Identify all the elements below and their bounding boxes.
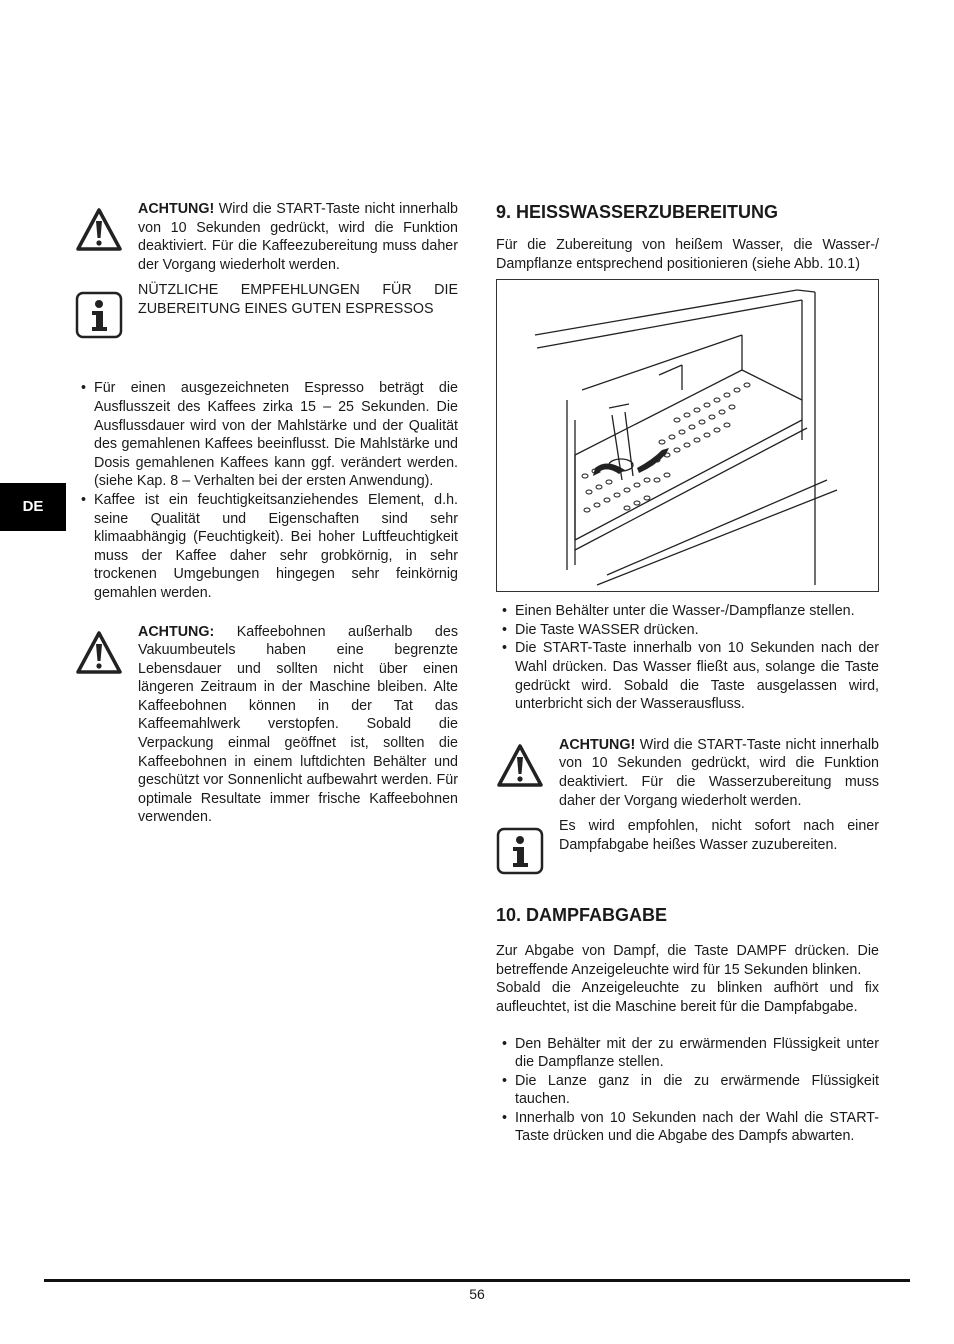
warning-title: ACHTUNG! bbox=[138, 201, 215, 217]
info-icon bbox=[496, 827, 544, 875]
section-heading: 10. DAMPFABGABE bbox=[496, 905, 668, 926]
info-icon bbox=[75, 291, 123, 339]
warning-title: ACHTUNG! bbox=[559, 736, 636, 753]
list-item: • Für einen ausgezeichneten Espresso beträgt die Ausflusszeit des Kaffees zirka 15 – 25 Sekunden. Die Ausflussdauer wird von der Mahlstärke und der Qualität des gemahlenen Kaffees beeinflusst. Die Mahlstärke und Dosis gemahlenen Kaffees kann ggf. verändert werden. (siehe Kap. 8 – Verhalten bei der ersten Anwendung). bbox=[75, 379, 458, 491]
hot-water-steps bbox=[496, 602, 879, 714]
warning-text bbox=[559, 736, 879, 810]
list-item: • Einen Behälter unter die Wasser-/Dampflanze stellen. bbox=[496, 602, 879, 621]
page-number: 56 bbox=[469, 1286, 485, 1302]
steam-steps bbox=[496, 1035, 879, 1147]
warning-body: Wird die START-Taste nicht innerhalb von 10 Sekunden gedrückt, wird die Funktion deaktiviert. Für die Wasserzubereitung muss daher der Vorgang wiederholt werden. bbox=[559, 736, 879, 809]
list-item: • Kaffee ist ein feuchtigkeitsanziehendes Element, d.h. seine Qualität und Eigenschaften sind sehr klimaabhängig (Feuchtigkeit). Bei hoher Luftfeuchtigkeit muss der Kaffee daher sehr grobkörnig, in sehr trockenen Umgebungen hingegen sehr feinkörnig gemahlen werden. bbox=[75, 491, 458, 603]
espresso-tips-list bbox=[75, 379, 458, 602]
info-notice bbox=[75, 282, 458, 339]
section-paragraph: Sobald die Anzeigeleuchte zu blinken aufhört und fix aufleuchtet, ist die Maschine bereit für die Dampfabgabe. bbox=[496, 980, 879, 1015]
info-text: NÜTZLICHE EMPFEHLUNGEN FÜR DIE ZUBEREITUNG EINES GUTEN ESPRESSOS bbox=[138, 282, 458, 317]
section-intro: Für die Zubereitung von heißem Wasser, die Wasser-/ Dampflanze entsprechend positionieren (siehe Abb. 10.1) bbox=[496, 237, 879, 272]
figure-10-1 bbox=[496, 279, 879, 592]
warning-notice bbox=[75, 200, 458, 274]
list-item: • Innerhalb von 10 Sekunden nach der Wahl die START-Taste drücken und die Abgabe des Dampfs abwarten. bbox=[496, 1109, 879, 1146]
right-column bbox=[496, 200, 879, 1146]
warning-notice bbox=[75, 623, 458, 828]
list-item: • Die START-Taste innerhalb von 10 Sekunden nach der Wahl drücken. Das Wasser fließt aus, solange die Taste gedrückt wird. Sobald die Taste ausgelassen wird, unterbricht sich der Wasserausfluss. bbox=[496, 639, 879, 713]
list-item: • Den Behälter mit der zu erwärmenden Flüssigkeit unter die Dampflanze stellen. bbox=[496, 1035, 879, 1072]
section-heading: 9. HEISSWASSERZUBEREITUNG bbox=[496, 202, 779, 222]
footer-rule bbox=[44, 1279, 910, 1282]
section-paragraph: Zur Abgabe von Dampf, die Taste DAMPF drücken. Die betreffende Anzeigeleuchte wird für 15 Sekunden blinken. bbox=[496, 943, 879, 978]
warning-icon bbox=[496, 742, 544, 790]
language-tab bbox=[0, 483, 66, 531]
drip-tray-illustration bbox=[497, 280, 878, 591]
info-text: Es wird empfohlen, nicht sofort nach einer Dampfabgabe heißes Wasser zuzubereiten. bbox=[559, 818, 879, 853]
list-item: • Die Taste WASSER drücken. bbox=[496, 621, 879, 640]
info-notice bbox=[496, 818, 879, 875]
warning-text bbox=[138, 200, 458, 274]
warning-body: Wird die START-Taste nicht innerhalb von 10 Sekunden gedrückt, wird die Funktion deaktiviert. Für die Kaffeezubereitung muss daher der Vorgang wiederholt werden. bbox=[138, 201, 458, 273]
warning-icon bbox=[75, 206, 123, 254]
list-item: • Die Lanze ganz in die zu erwärmende Flüssigkeit tauchen. bbox=[496, 1072, 879, 1109]
warning-notice bbox=[496, 736, 879, 810]
warning-text bbox=[138, 623, 458, 828]
left-column bbox=[75, 200, 458, 827]
language-tab-label: DE bbox=[22, 497, 44, 515]
warning-title: ACHTUNG: bbox=[138, 623, 215, 640]
warning-icon bbox=[75, 629, 123, 677]
warning-body: Kaffeebohnen außerhalb des Vakuumbeutels haben eine begrenzte Lebensdauer und sollten nicht über einen längeren Zeitraum in der Maschine bleiben. Alte Kaffeebohnen können in der Tat das Kaffeemahlwerk verstopfen. Sobald die Verpackung einmal geöffnet ist, sollten die Kaffeebohnen in einem luftdichten Behälter und geschützt vor Sonnenlicht aufbewahrt werden. Für optimale Resultate immer frische Kaffeebohnen verwenden. bbox=[138, 623, 458, 826]
